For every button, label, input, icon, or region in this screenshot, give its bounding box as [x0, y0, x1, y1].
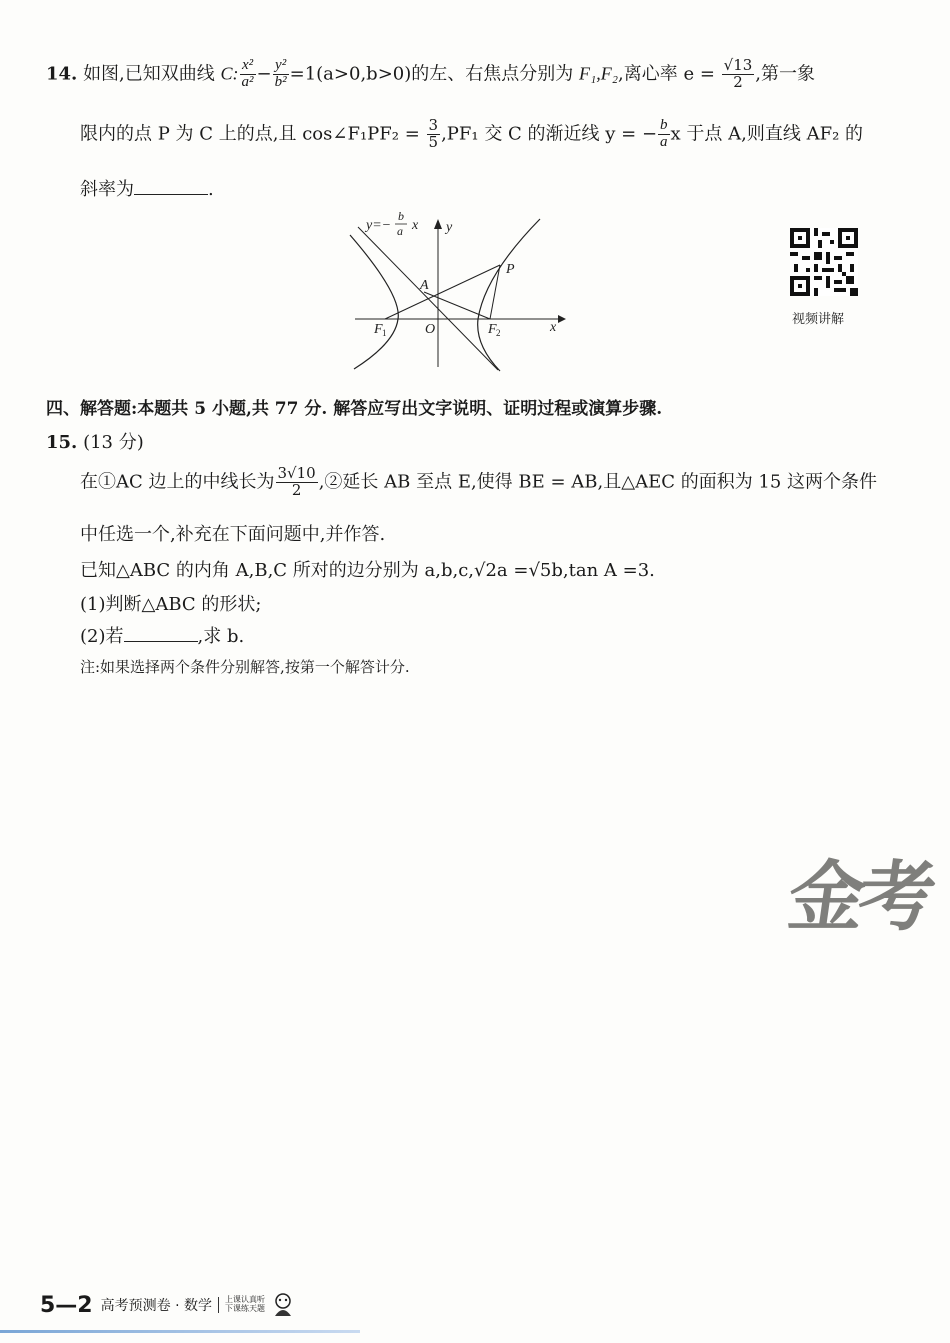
q15-part2-a: (2)若 [80, 626, 124, 647]
q14-minus: − [256, 63, 272, 85]
q15-line1 [80, 466, 877, 499]
q14-cos-frac: $\frac{3}{5}$ [428, 116, 439, 151]
hyperbola-left-branch [350, 235, 398, 369]
footer-slogan-top: 上课认真听 [224, 1295, 265, 1305]
segment-p-f2 [490, 265, 500, 319]
q15-answer-blank [124, 627, 198, 642]
hyperbola-right-branch [478, 219, 540, 371]
qr-caption: 视频讲解 [792, 312, 845, 327]
qr-code[interactable] [790, 228, 858, 296]
q15-note: 注:如果选择两个条件分别解答,按第一个解答计分. [80, 658, 410, 676]
footer-divider [218, 1297, 219, 1313]
section-4-title: 四、解答题:本题共 5 小题,共 77 分. 解答应写出文字说明、证明过程或演算步骤. [46, 399, 663, 419]
q14-frac-y: $\frac{\text{y²}}{\text{b²}}$ [274, 57, 287, 90]
q14-line1 [46, 58, 815, 91]
q14-frac-x: $\frac{\text{x²}}{\text{a²}}$ [241, 57, 254, 90]
q14-eq-rest: =1(a>0,b>0)的左、右焦点分别为 [289, 63, 574, 85]
q15-line1-a: 在①AC 边上的中线长为 [80, 471, 275, 493]
q14-intro: 如图,已知双曲线 [83, 63, 215, 85]
x-axis-arrow [558, 315, 566, 323]
asymptote-frac-num: b [398, 209, 404, 223]
q15-median-frac: $\frac{3√10}{2}$ [277, 464, 316, 499]
q14-line2-c: x 于点 A,则直线 AF₂ 的 [670, 123, 864, 145]
x-axis-label: x [550, 320, 557, 335]
asymptote-frac-den: a [397, 224, 403, 238]
focus-f1-sub: 1 [382, 328, 387, 338]
origin-label: O [425, 322, 436, 337]
q15-line1-b: ,②延长 AB 至点 E,使得 BE = AB,且△AEC 的面积为 15 这两个条件 [318, 471, 878, 493]
q14-ecc-text: ,离心率 e = [618, 63, 715, 85]
q14-answer-blank [134, 180, 208, 195]
q15-part2-b: ,求 b. [197, 626, 245, 647]
focus-f2-sub: 2 [496, 328, 501, 338]
q14-asym-frac: $\frac{b}{a}$ [660, 117, 668, 150]
point-p-label: P [506, 262, 515, 277]
focus-f1-label: F [374, 322, 383, 337]
q14-line2-a: 限内的点 P 为 C 上的点,且 cos∠F₁PF₂ = [80, 123, 420, 145]
q14-line2 [80, 118, 863, 151]
q14-line3 [80, 175, 214, 201]
watermark: 金考 [782, 852, 936, 941]
q14-number: 14. [46, 63, 78, 85]
footer-slogan [225, 1296, 265, 1314]
footer-rule [0, 1330, 360, 1333]
q15-points: (13 分) [83, 432, 144, 453]
footer [40, 1292, 297, 1318]
q15-line3: 已知△ABC 的内角 A,B,C 所对的边分别为 a,b,c,√2a =√5b,tan A =3. [80, 560, 655, 581]
q14-curve-name: C: [220, 63, 239, 84]
q14-ecc-frac: $\frac{√13}{2}$ [723, 56, 753, 91]
q14-line3-text: 斜率为 [80, 179, 134, 200]
hyperbola-figure [340, 205, 580, 375]
q15-number: 15. [46, 432, 78, 453]
footer-slogan-bottom: 下课练天题 [224, 1304, 265, 1313]
q15-part2 [80, 622, 244, 648]
q14-first-quadrant: ,第一象 [755, 63, 816, 85]
segment-a-f2 [424, 292, 490, 319]
focus-f2-label: F [488, 322, 497, 337]
mascot-icon [269, 1292, 297, 1318]
asymptote-x: x [412, 218, 419, 233]
y-axis-label: y [446, 220, 453, 235]
q14-line2-b: ,PF₁ 交 C 的渐近线 y = − [441, 123, 658, 145]
footer-title: 高考预测卷 · 数学 [100, 1298, 212, 1314]
q15-line2: 中任选一个,补充在下面问题中,并作答. [80, 524, 386, 545]
q14-line3-end: . [208, 179, 214, 200]
q15-header [46, 428, 144, 454]
q15-part1: (1)判断△ABC 的形状; [80, 594, 262, 615]
y-axis-arrow [434, 219, 442, 229]
footer-page-number: 5—2 [40, 1292, 93, 1318]
point-a-label: A [420, 278, 429, 293]
segment-f1-p [385, 265, 500, 319]
asymptote-label: y=− [366, 218, 392, 233]
q14-foci: F₁,F₂ [578, 63, 618, 84]
